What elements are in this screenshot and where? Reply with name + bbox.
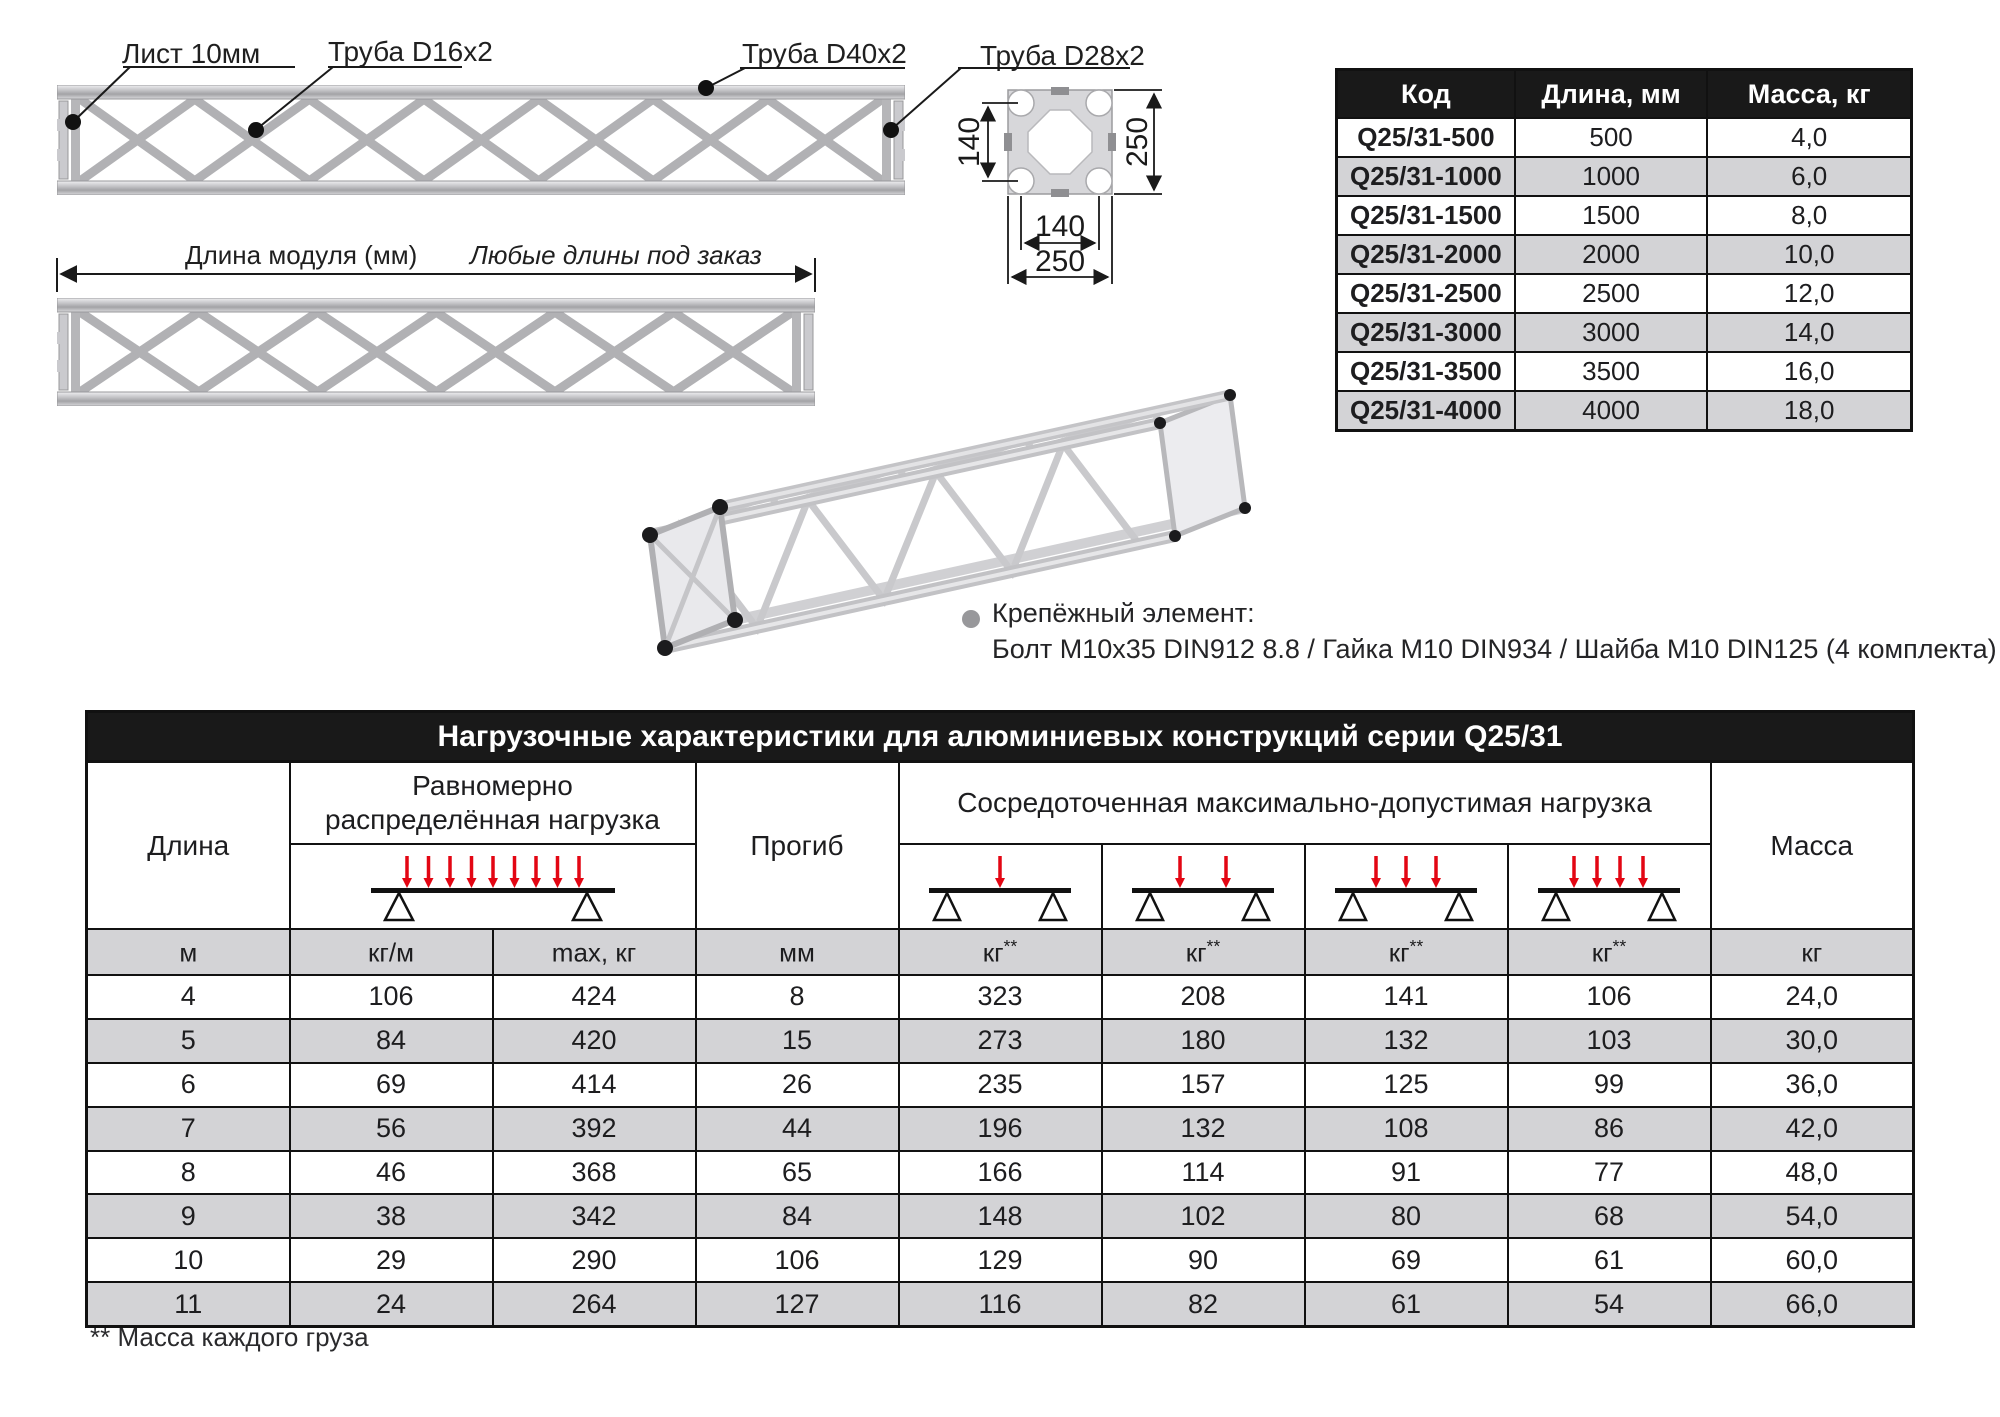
table-cell: 42,0 <box>1711 1107 1914 1151</box>
table-cell: 18,0 <box>1707 391 1911 431</box>
table-cell: 342 <box>493 1194 696 1238</box>
table-cell: 114 <box>1102 1151 1305 1195</box>
table-cell: 30,0 <box>1711 1019 1914 1063</box>
table-row <box>1337 352 1912 391</box>
table-cell: 290 <box>493 1238 696 1282</box>
column-header-length: Длина, мм <box>1515 70 1708 119</box>
load-table-header-row <box>87 762 1914 845</box>
table-cell: 10 <box>87 1238 290 1282</box>
table-cell: 12,0 <box>1707 274 1911 313</box>
back-top-rail <box>720 395 1230 507</box>
label-tube-d16: Труба D16x2 <box>328 36 493 67</box>
table-cell: 368 <box>493 1151 696 1195</box>
table-cell: 1000 <box>1515 157 1708 196</box>
table-cell: 116 <box>899 1282 1102 1326</box>
table-cell: 61 <box>1508 1238 1711 1282</box>
column-header-mass: Масса, кг <box>1707 70 1911 119</box>
table-cell: 1500 <box>1515 196 1708 235</box>
table-cell: 14,0 <box>1707 313 1911 352</box>
label-tube-d40: Труба D40x2 <box>742 38 907 69</box>
table-cell: 106 <box>696 1238 899 1282</box>
left-end-frame <box>650 507 735 648</box>
table-cell: 103 <box>1508 1019 1711 1063</box>
col-header-mass: Масса <box>1711 762 1914 930</box>
module-length-dimension <box>57 258 815 292</box>
table-row <box>87 1063 1914 1107</box>
point-load-3-icon <box>1321 846 1491 928</box>
table-cell: 80 <box>1305 1194 1508 1238</box>
table-cell: 38 <box>290 1194 493 1238</box>
table-cell: 54 <box>1508 1282 1711 1326</box>
diagram-point-load-1 <box>899 844 1102 929</box>
table-cell: 24,0 <box>1711 975 1914 1019</box>
table-cell: 6 <box>87 1063 290 1107</box>
label-any-length: Любые длины под заказ <box>470 240 762 270</box>
table-cell: 48,0 <box>1711 1151 1914 1195</box>
table-cell: 125 <box>1305 1063 1508 1107</box>
load-table-section <box>85 710 1915 1328</box>
diagram-point-load-3 <box>1305 844 1508 929</box>
table-cell: 4,0 <box>1707 118 1911 157</box>
unit-cell: кг/м <box>290 929 493 975</box>
table-cell: 56 <box>290 1107 493 1151</box>
point-load-4-icon <box>1524 846 1694 928</box>
table-row <box>87 1107 1914 1151</box>
load-table <box>85 760 1915 1328</box>
table-cell: 84 <box>696 1194 899 1238</box>
table-cell: 69 <box>1305 1238 1508 1282</box>
table-cell: 5 <box>87 1019 290 1063</box>
table-cell: 15 <box>696 1019 899 1063</box>
table-cell: 2500 <box>1515 274 1708 313</box>
table-cell: 69 <box>290 1063 493 1107</box>
table-cell: 99 <box>1508 1063 1711 1107</box>
column-header-code: Код <box>1337 70 1515 119</box>
table-cell: 46 <box>290 1151 493 1195</box>
svg-text:250: 250 <box>1034 245 1086 278</box>
table-cell: 127 <box>696 1282 899 1326</box>
table-cell: 4 <box>87 975 290 1019</box>
fastener-note-title: Крепёжный элемент: <box>992 598 1255 628</box>
table-cell: 132 <box>1102 1107 1305 1151</box>
table-row <box>87 1282 1914 1326</box>
table-cell: 323 <box>899 975 1102 1019</box>
unit-cell: max, кг <box>493 929 696 975</box>
table-cell: 273 <box>899 1019 1102 1063</box>
unit-cell: кг <box>1711 929 1914 975</box>
table-row <box>1337 313 1912 352</box>
table-row <box>87 975 1914 1019</box>
table-cell: 180 <box>1102 1019 1305 1063</box>
unit-cell: кг** <box>1508 929 1711 975</box>
table-row <box>1337 196 1912 235</box>
table-cell: Q25/31-4000 <box>1337 391 1515 431</box>
table-cell: 141 <box>1305 975 1508 1019</box>
cross-section-drawing <box>953 87 1162 284</box>
col-header-concentrated: Сосредоточенная максимально-допустимая нагрузка <box>899 762 1711 845</box>
table-cell: Q25/31-2500 <box>1337 274 1515 313</box>
bullet-icon <box>962 610 980 628</box>
table-cell: 66,0 <box>1711 1282 1914 1326</box>
table-row <box>1337 274 1912 313</box>
svg-text:250: 250 <box>1121 116 1154 168</box>
distributed-line1: Равномерно <box>412 770 573 801</box>
table-cell: 264 <box>493 1282 696 1326</box>
unit-cell: м <box>87 929 290 975</box>
table-row <box>87 1194 1914 1238</box>
table-cell: 10,0 <box>1707 235 1911 274</box>
table-cell: 29 <box>290 1238 493 1282</box>
table-cell: 61 <box>1305 1282 1508 1326</box>
table-cell: 420 <box>493 1019 696 1063</box>
table-cell: 106 <box>1508 975 1711 1019</box>
table-cell: 82 <box>1102 1282 1305 1326</box>
load-table-title: Нагрузочные характеристики для алюминиевых конструкций серии Q25/31 <box>85 710 1915 760</box>
table-cell: 26 <box>696 1063 899 1107</box>
distributed-load-icon <box>343 846 643 928</box>
table-cell: 392 <box>493 1107 696 1151</box>
table-cell: 9 <box>87 1194 290 1238</box>
col-header-length: Длина <box>87 762 290 930</box>
footnote: ** Масса каждого груза <box>90 1322 369 1352</box>
table-cell: 196 <box>899 1107 1102 1151</box>
table-row <box>1337 118 1912 157</box>
table-cell: 60,0 <box>1711 1238 1914 1282</box>
table-cell: 36,0 <box>1711 1063 1914 1107</box>
table-cell: 8,0 <box>1707 196 1911 235</box>
table-cell: 77 <box>1508 1151 1711 1195</box>
table-row <box>1337 157 1912 196</box>
table-cell: 2000 <box>1515 235 1708 274</box>
table-cell: 90 <box>1102 1238 1305 1282</box>
point-load-1-icon <box>915 846 1085 928</box>
right-end-frame <box>1160 395 1245 536</box>
table-row <box>87 1238 1914 1282</box>
diagram-point-load-2 <box>1102 844 1305 929</box>
load-diagram-row <box>87 844 1914 929</box>
point-load-2-icon <box>1118 846 1288 928</box>
label-module-length: Длина модуля (мм) <box>185 240 418 270</box>
units-row <box>87 929 1914 975</box>
svg-text:140: 140 <box>953 116 986 168</box>
diagram-distributed-load <box>290 844 696 929</box>
table-cell: 157 <box>1102 1063 1305 1107</box>
table-cell: 6,0 <box>1707 157 1911 196</box>
col-header-deflection: Прогиб <box>696 762 899 930</box>
table-cell: 16,0 <box>1707 352 1911 391</box>
table-cell: 3500 <box>1515 352 1708 391</box>
table-row <box>87 1151 1914 1195</box>
table-cell: 500 <box>1515 118 1708 157</box>
table-cell: 4000 <box>1515 391 1708 431</box>
table-cell: 106 <box>290 975 493 1019</box>
table-cell: 11 <box>87 1282 290 1326</box>
unit-cell: кг** <box>1102 929 1305 975</box>
table-cell: 91 <box>1305 1151 1508 1195</box>
table-cell: 132 <box>1305 1019 1508 1063</box>
table-cell: 108 <box>1305 1107 1508 1151</box>
table-cell: 129 <box>899 1238 1102 1282</box>
table-cell: Q25/31-1500 <box>1337 196 1515 235</box>
table-cell: 102 <box>1102 1194 1305 1238</box>
table-cell: 7 <box>87 1107 290 1151</box>
col-header-distributed <box>290 762 696 845</box>
table-cell: 148 <box>899 1194 1102 1238</box>
table-cell: Q25/31-3000 <box>1337 313 1515 352</box>
size-table <box>1335 68 1913 432</box>
table-cell: 414 <box>493 1063 696 1107</box>
load-table-body <box>87 975 1914 1327</box>
table-cell: 8 <box>87 1151 290 1195</box>
table-cell: Q25/31-3500 <box>1337 352 1515 391</box>
table-row <box>1337 391 1912 431</box>
label-tube-d28: Труба D28x2 <box>980 40 1145 71</box>
svg-text:140: 140 <box>1034 210 1086 243</box>
table-row <box>1337 235 1912 274</box>
table-cell: 424 <box>493 975 696 1019</box>
table-cell: 208 <box>1102 975 1305 1019</box>
table-cell: 8 <box>696 975 899 1019</box>
table-cell: 235 <box>899 1063 1102 1107</box>
unit-cell: кг** <box>1305 929 1508 975</box>
table-cell: 84 <box>290 1019 493 1063</box>
table-cell: 65 <box>696 1151 899 1195</box>
size-table-body <box>1337 118 1912 431</box>
unit-cell: кг** <box>899 929 1102 975</box>
table-cell: 68 <box>1508 1194 1711 1238</box>
table-cell: 24 <box>290 1282 493 1326</box>
table-cell: Q25/31-2000 <box>1337 235 1515 274</box>
table-cell: 44 <box>696 1107 899 1151</box>
fastener-note-detail: Болт М10х35 DIN912 8.8 / Гайка М10 DIN934 / Шайба М10 DIN125 (4 комплекта) <box>992 634 1997 664</box>
unit-cell: мм <box>696 929 899 975</box>
size-table-header-row <box>1337 70 1912 119</box>
label-sheet-10mm: Лист 10мм <box>122 38 261 69</box>
leader-dots <box>65 80 899 138</box>
table-cell: 3000 <box>1515 313 1708 352</box>
table-row <box>87 1019 1914 1063</box>
table-cell: 86 <box>1508 1107 1711 1151</box>
table-cell: 166 <box>899 1151 1102 1195</box>
distributed-line2: распределённая нагрузка <box>325 804 660 835</box>
table-cell: Q25/31-1000 <box>1337 157 1515 196</box>
table-cell: Q25/31-500 <box>1337 118 1515 157</box>
diagram-point-load-4 <box>1508 844 1711 929</box>
table-cell: 54,0 <box>1711 1194 1914 1238</box>
